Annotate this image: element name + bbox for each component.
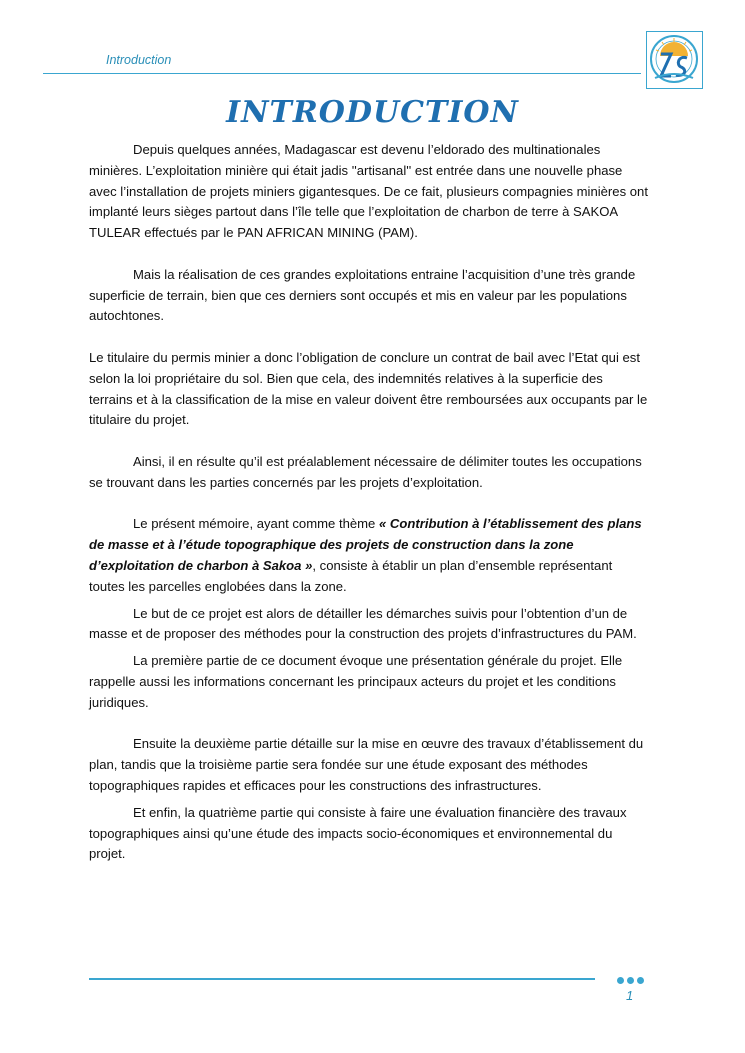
paragraph-4: Ainsi, il en résulte qu’il est préalablement nécessaire de délimiter toutes les occupations se trouvant dans les parties concernés par les projets d’exploitation. — [89, 453, 642, 490]
paragraph-9: Et enfin, la quatrième partie qui consiste à faire une évaluation financière des travaux topographiques ainsi qu’une étude des impacts socio-économiques et environnemental du projet. — [89, 804, 627, 862]
header-divider — [43, 73, 641, 74]
paragraph-5-tail: , consiste à établir un plan d’ensemble représentant toutes les parcelles englobées dans la zone. — [89, 557, 613, 594]
footer-divider — [89, 978, 595, 980]
paragraph-1: Depuis quelques années, Madagascar est devenu l’eldorado des multinationales minières. L’exploitation minière qui était jadis ''artisanal'' est entrée dans une nouvelle phase avec l’installation de projets miniers gigantesques. De ce fait, plusieurs compagnies minières ont implanté leurs sièges partout dans l’île telle que l’exploitation de charbon de terre à SAKOA TULEAR effectués par le PAN AFRICAN MINING (PAM). — [89, 142, 648, 241]
footer-dots-icon — [617, 977, 644, 984]
header-section-label: Introduction — [106, 53, 172, 67]
paragraph-5 — [89, 514, 649, 597]
university-emblem-icon — [646, 31, 703, 89]
paragraph-7: La première partie de ce document évoque une présentation générale du projet. Elle rappelle aussi les informations concernant les principaux acteurs du projet et les conditions juridiques. — [89, 653, 623, 710]
thesis-theme: « Contribution à l’établissement des plans de masse et à l’étude topographique des projets de construction dans la zone d’exploitation de charbon à Sakoa » — [89, 516, 642, 573]
emblem-graphic — [647, 32, 701, 87]
paragraph-2: Mais la réalisation de ces grandes exploitations entraine l’acquisition d’une très grande superficie de terrain, bien que ces derniers sont occupés et mis en valeur par les populations autochtones. — [89, 266, 636, 324]
document-body — [89, 140, 649, 865]
paragraph-5-lead: Le présent mémoire, ayant comme thème — [133, 516, 379, 532]
paragraph-3: Le titulaire du permis minier a donc l’obligation de conclure un contrat de bail avec l’Etat qui est selon la loi propriétaire du sol. Bien que cela, des indemnités relatives à la superficie des terrains et à la classification de la mise en valeur doivent être remboursées aux occupants par le titulaire du projet. — [89, 349, 648, 428]
paragraph-6: Le but de ce projet est alors de détailler les démarches suivis pour l’obtention d’un de masse et de proposer des méthodes pour la construction des projets d’infrastructures du PAM. — [89, 605, 637, 642]
document-title: INTRODUCTION — [226, 95, 519, 130]
paragraph-8: Ensuite la deuxième partie détaille sur la mise en œuvre des travaux d’établissement du plan, tandis que la troisième partie sera fondée sur une étude exposant des méthodes topographiques rapides et efficaces pour les constructions des infrastructures. — [89, 736, 644, 793]
page-number: 1 — [626, 988, 634, 1003]
